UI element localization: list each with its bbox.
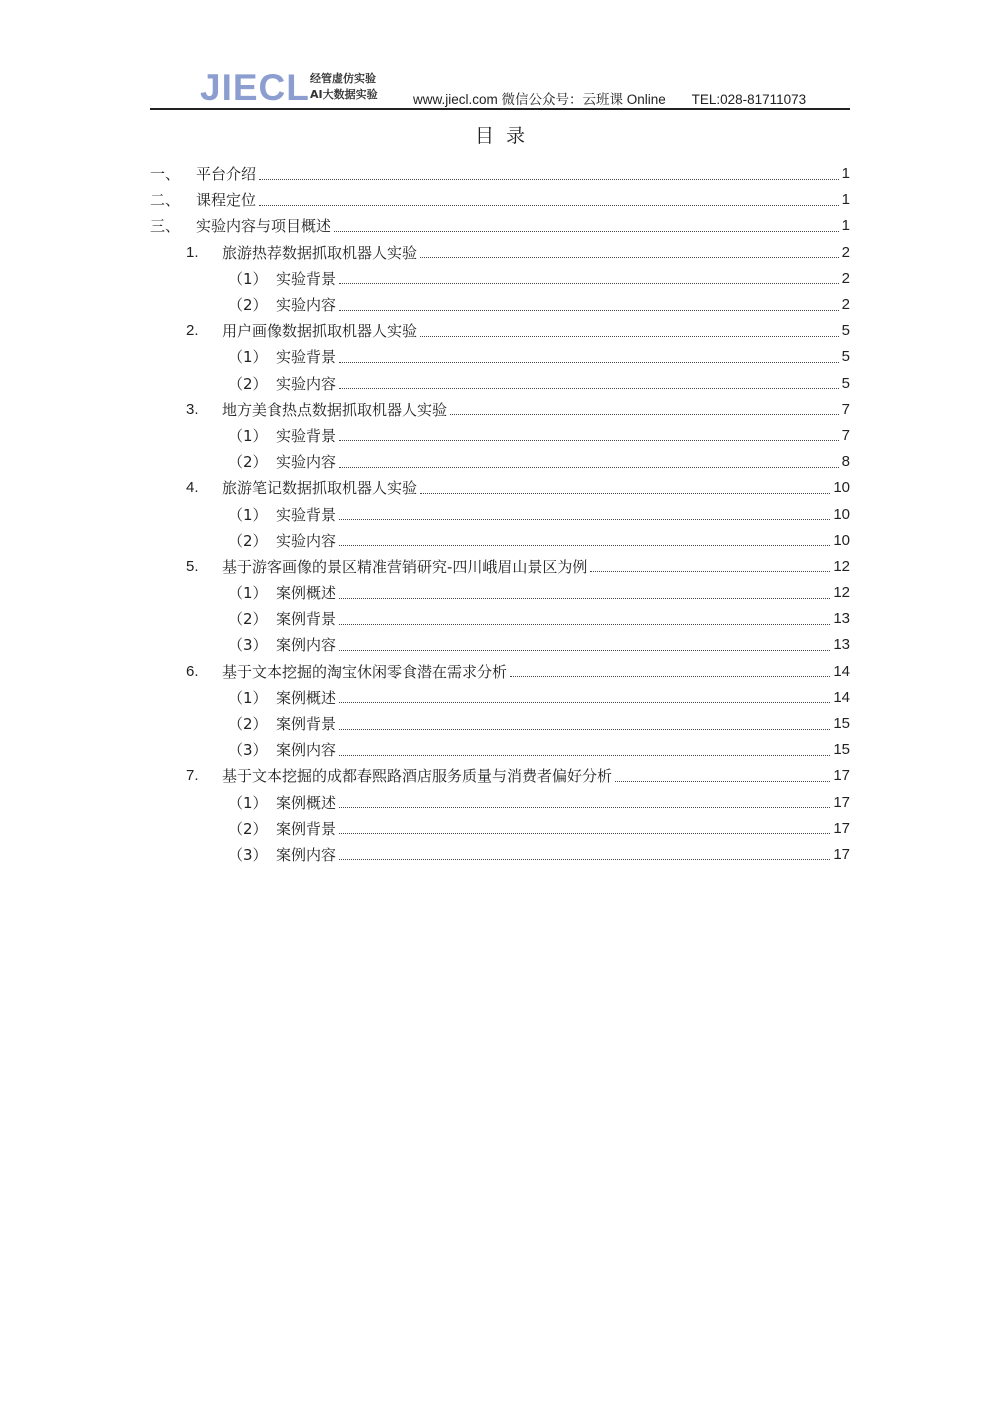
toc-entry-number: 三、 xyxy=(150,217,181,236)
toc-dot-leader xyxy=(339,717,830,730)
toc-entry[interactable] xyxy=(150,528,850,554)
toc-dot-leader xyxy=(334,219,839,232)
toc-title: 目录 xyxy=(474,125,537,147)
toc-entry-page-number: 5 xyxy=(841,348,850,366)
toc-dot-leader xyxy=(339,743,830,756)
toc-dot-leader xyxy=(339,507,830,520)
toc-entry-label: 案例内容 xyxy=(276,845,337,864)
telephone-info: TEL:028-81711073 xyxy=(691,92,807,107)
toc-entry-page-number: 13 xyxy=(833,610,850,628)
toc-entry[interactable] xyxy=(150,344,850,370)
toc-entry-label: 地方美食热点数据抓取机器人实验 xyxy=(222,400,448,419)
toc-entry-page-number: 14 xyxy=(833,688,850,706)
toc-entry-number: （2） xyxy=(228,296,268,315)
toc-entry-number: （3） xyxy=(228,845,268,864)
toc-entry-label: 实验内容与项目概述 xyxy=(196,217,332,236)
toc-entry[interactable] xyxy=(150,318,850,344)
toc-entry-label: 案例背景 xyxy=(276,610,337,629)
toc-entry-page-number: 14 xyxy=(833,662,850,680)
toc-dot-leader xyxy=(339,638,830,651)
toc-entry[interactable] xyxy=(150,397,850,423)
toc-entry[interactable] xyxy=(150,790,850,816)
toc-entry-number: 2. xyxy=(186,322,199,340)
toc-entry[interactable] xyxy=(150,763,850,789)
toc-entry[interactable] xyxy=(150,659,850,685)
toc-entry-number: （2） xyxy=(228,715,268,734)
toc-entry[interactable] xyxy=(150,737,850,763)
header-divider xyxy=(150,108,850,110)
toc-dot-leader xyxy=(339,533,830,546)
toc-dot-leader xyxy=(615,769,830,782)
toc-dot-leader xyxy=(339,428,839,441)
toc-entry[interactable] xyxy=(150,449,850,475)
toc-entry-page-number: 2 xyxy=(841,243,850,261)
toc-dot-leader xyxy=(259,193,839,206)
toc-entry-number: （2） xyxy=(228,610,268,629)
toc-entry[interactable] xyxy=(150,161,850,187)
toc-entry-number: 一、 xyxy=(150,165,181,184)
toc-entry-number: 7. xyxy=(186,767,199,785)
toc-entry-label: 案例概述 xyxy=(276,688,337,707)
toc-entry-page-number: 5 xyxy=(841,322,850,340)
toc-dot-leader xyxy=(420,481,830,494)
toc-entry-page-number: 7 xyxy=(841,426,850,444)
toc-entry-page-number: 12 xyxy=(833,584,850,602)
toc-entry-label: 旅游笔记数据抓取机器人实验 xyxy=(222,479,418,498)
toc-entry-label: 案例内容 xyxy=(276,636,337,655)
toc-entry-number: 5. xyxy=(186,557,199,575)
toc-entry-label: 实验背景 xyxy=(276,426,337,445)
toc-entry[interactable] xyxy=(150,423,850,449)
toc-entry-page-number: 17 xyxy=(833,845,850,863)
toc-entry-label: 基于文本挖掘的淘宝休闲零食潜在需求分析 xyxy=(222,662,508,681)
toc-entry-page-number: 10 xyxy=(833,531,850,549)
logo-subtitle-line1: 经管虚仿实验 xyxy=(310,72,376,85)
toc-entry[interactable] xyxy=(150,213,850,239)
toc-entry-page-number: 15 xyxy=(833,715,850,733)
toc-entry-number: （1） xyxy=(228,348,268,367)
toc-dot-leader xyxy=(339,376,839,389)
toc-dot-leader xyxy=(450,402,839,415)
toc-entry-label: 实验内容 xyxy=(276,296,337,315)
toc-dot-leader xyxy=(420,245,839,258)
toc-entry-page-number: 13 xyxy=(833,636,850,654)
toc-dot-leader xyxy=(339,821,830,834)
toc-entry[interactable] xyxy=(150,632,850,658)
toc-entry-number: （1） xyxy=(228,688,268,707)
toc-entry-number: 二、 xyxy=(150,191,181,210)
toc-dot-leader xyxy=(339,690,830,703)
toc-entry-page-number: 15 xyxy=(833,741,850,759)
toc-entry-number: （1） xyxy=(228,505,268,524)
toc-entry-number: 3. xyxy=(186,400,199,418)
toc-dot-leader xyxy=(420,324,839,337)
toc-entry-label: 案例背景 xyxy=(276,819,337,838)
toc-entry-label: 实验内容 xyxy=(276,453,337,472)
toc-entry-label: 实验背景 xyxy=(276,269,337,288)
toc-entry-label: 实验背景 xyxy=(276,505,337,524)
toc-dot-leader xyxy=(339,612,830,625)
toc-entry-number: 6. xyxy=(186,662,199,680)
toc-entry-label: 用户画像数据抓取机器人实验 xyxy=(222,322,418,341)
toc-dot-leader xyxy=(339,586,830,599)
toc-entry-label: 案例内容 xyxy=(276,741,337,760)
toc-entry[interactable] xyxy=(150,816,850,842)
toc-dot-leader xyxy=(339,455,839,468)
toc-entry[interactable] xyxy=(150,842,850,868)
toc-entry-page-number: 1 xyxy=(841,165,850,183)
toc-entry-label: 平台介绍 xyxy=(196,165,257,184)
logo-subtitle xyxy=(310,71,378,103)
toc-entry-number: （2） xyxy=(228,453,268,472)
toc-entry-page-number: 7 xyxy=(841,400,850,418)
toc-entry-number: （3） xyxy=(228,636,268,655)
toc-dot-leader xyxy=(510,664,830,677)
toc-entry-number: （3） xyxy=(228,741,268,760)
toc-entry-label: 旅游热荐数据抓取机器人实验 xyxy=(222,243,418,262)
toc-entry[interactable] xyxy=(150,292,850,318)
toc-dot-leader xyxy=(259,167,839,180)
toc-entry-label: 案例背景 xyxy=(276,715,337,734)
toc-entry-label: 案例概述 xyxy=(276,793,337,812)
toc-entry-page-number: 10 xyxy=(833,479,850,497)
page-header xyxy=(150,62,850,110)
toc-entry[interactable] xyxy=(150,501,850,527)
toc-entry-number: （1） xyxy=(228,269,268,288)
toc-dot-leader xyxy=(339,795,830,808)
toc-entry-page-number: 17 xyxy=(833,767,850,785)
toc-entry[interactable] xyxy=(150,580,850,606)
toc-entry[interactable] xyxy=(150,554,850,580)
toc-dot-leader xyxy=(339,350,839,363)
toc-entry-page-number: 5 xyxy=(841,374,850,392)
toc-dot-leader xyxy=(339,271,839,284)
toc-entry-number: （1） xyxy=(228,584,268,603)
toc-dot-leader xyxy=(339,847,830,860)
header-contact-info xyxy=(413,88,806,108)
toc-entry-label: 基于文本挖掘的成都春熙路酒店服务质量与消费者偏好分析 xyxy=(222,767,613,786)
toc-entry-number: 4. xyxy=(186,479,199,497)
toc-entry-number: 1. xyxy=(186,243,199,261)
toc-entry-page-number: 1 xyxy=(841,217,850,235)
toc-entry-page-number: 17 xyxy=(833,793,850,811)
toc-entry[interactable] xyxy=(150,475,850,501)
toc-entry-number: （1） xyxy=(228,793,268,812)
toc-dot-leader xyxy=(590,559,830,572)
toc-entry-page-number: 2 xyxy=(841,269,850,287)
table-of-contents xyxy=(150,161,850,868)
toc-entry[interactable] xyxy=(150,711,850,737)
toc-entry-page-number: 2 xyxy=(841,296,850,314)
toc-entry-page-number: 8 xyxy=(841,453,850,471)
toc-entry-number: （2） xyxy=(228,374,268,393)
website-link[interactable]: www.jiecl.com xyxy=(413,92,498,107)
toc-entry-number: （2） xyxy=(228,819,268,838)
wechat-info: 微信公众号：云班课 Online xyxy=(501,92,666,107)
toc-dot-leader xyxy=(339,298,839,311)
toc-entry-page-number: 12 xyxy=(833,557,850,575)
toc-entry[interactable] xyxy=(150,371,850,397)
toc-entry[interactable] xyxy=(150,240,850,266)
logo-subtitle-line2: AI大数据实验 xyxy=(310,88,378,101)
toc-entry-page-number: 10 xyxy=(833,505,850,523)
jiecl-logo: JIECL xyxy=(200,67,310,108)
toc-entry[interactable] xyxy=(150,187,850,213)
toc-entry-label: 课程定位 xyxy=(196,191,257,210)
toc-entry-label: 案例概述 xyxy=(276,584,337,603)
toc-entry-label: 实验内容 xyxy=(276,531,337,550)
toc-entry-label: 实验内容 xyxy=(276,374,337,393)
toc-entry-number: （1） xyxy=(228,426,268,445)
toc-entry-page-number: 1 xyxy=(841,191,850,209)
toc-entry[interactable] xyxy=(150,266,850,292)
toc-entry-label: 基于游客画像的景区精准营销研究-四川峨眉山景区为例 xyxy=(222,557,588,576)
toc-entry[interactable] xyxy=(150,606,850,632)
toc-entry-number: （2） xyxy=(228,531,268,550)
toc-entry-page-number: 17 xyxy=(833,819,850,837)
toc-entry-label: 实验背景 xyxy=(276,348,337,367)
toc-entry[interactable] xyxy=(150,685,850,711)
